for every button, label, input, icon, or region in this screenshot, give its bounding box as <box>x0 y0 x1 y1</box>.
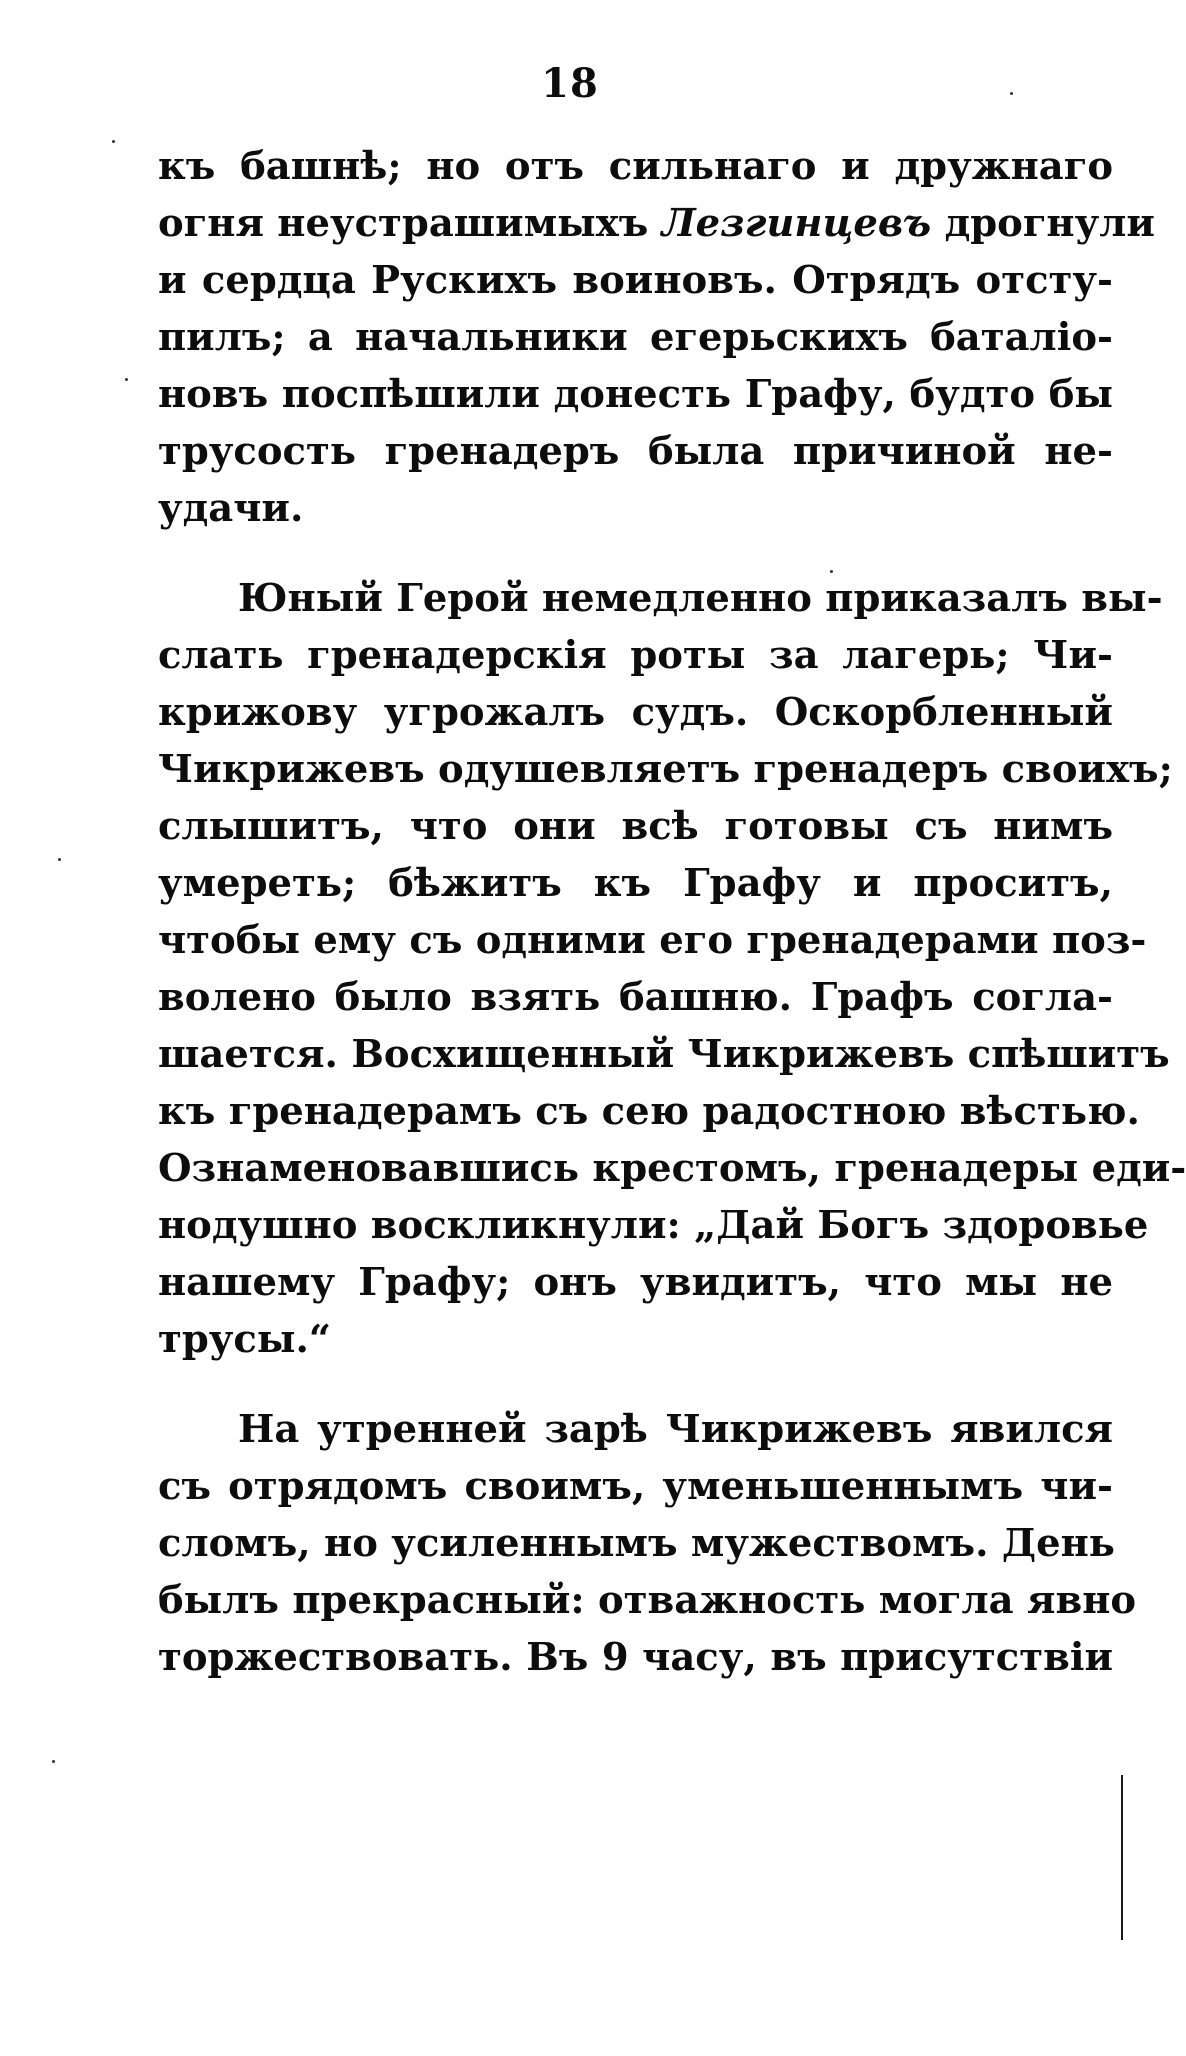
text-line: Чикрижевъ одушевляетъ гренадеръ своихъ; <box>158 747 1173 792</box>
text-line: и сердца Рускихъ воиновъ. Отрядъ отсту- <box>158 258 1113 303</box>
text-line: торжествовать. Въ 9 часу, въ присутствіи <box>158 1635 1113 1680</box>
text-line: На утренней зарѣ Чикрижевъ явился <box>238 1407 1113 1452</box>
text-line: сломъ, но усиленнымъ мужествомъ. День <box>158 1521 1115 1566</box>
paragraph-gap <box>158 1368 1113 1401</box>
text-line: нашему Графу; онъ увидитъ, что мы не <box>158 1260 1113 1305</box>
text-line: трусость гренадеръ была причиной не- <box>158 429 1113 474</box>
text-line: волено было взять башню. Графъ согла- <box>158 975 1113 1020</box>
text-line: къ гренадерамъ съ сею радостною вѣстью. <box>158 1089 1140 1134</box>
text-line: къ башнѣ; но отъ сильнаго и дружнаго <box>158 144 1113 189</box>
text-line: Юный Герой немедленно приказалъ вы- <box>238 576 1163 621</box>
text-line: трусы.“ <box>158 1317 332 1362</box>
text-line: слать гренадерскія роты за лагерь; Чи- <box>158 633 1113 678</box>
page-edge-rule <box>1121 1775 1123 1940</box>
text-line: новъ поспѣшили донесть Графу, будто бы <box>158 372 1113 417</box>
body-text <box>158 138 1186 1686</box>
scan-speck <box>1010 92 1013 95</box>
text-line: съ отрядомъ своимъ, уменьшеннымъ чи- <box>158 1464 1113 1509</box>
scan-speck <box>112 140 115 143</box>
text-line: слышитъ, что они всѣ готовы съ нимъ <box>158 804 1113 849</box>
scan-speck <box>830 570 833 573</box>
text-line: крижову угрожалъ судъ. Оскорбленный <box>158 690 1113 735</box>
text-line: нодушно воскликнули: „Дай Богъ здоровье <box>158 1203 1149 1248</box>
text-line: былъ прекрасный: отважность могла явно <box>158 1578 1137 1623</box>
text-line: шается. Восхищенный Чикрижевъ спѣшитъ <box>158 1032 1170 1077</box>
text-line: огня неустрашимыхъ Лезгинцевъ дрогнули <box>158 201 1155 246</box>
scan-speck <box>52 1760 55 1763</box>
scan-speck <box>58 858 61 861</box>
text-line: пилъ; а начальники егерьскихъ баталіо- <box>158 315 1113 360</box>
paragraph-gap <box>158 537 1113 570</box>
text-line: чтобы ему съ одними его гренадерами поз- <box>158 918 1147 963</box>
text-line: Ознаменовавшись крестомъ, гренадеры еди- <box>158 1146 1186 1191</box>
text-line: умереть; бѣжитъ къ Графу и проситъ, <box>158 861 1113 906</box>
text-line: удачи. <box>158 486 304 531</box>
italic-word: Лезгинцевъ <box>661 201 932 246</box>
scan-speck <box>125 378 128 381</box>
page-number: 18 <box>541 60 599 107</box>
